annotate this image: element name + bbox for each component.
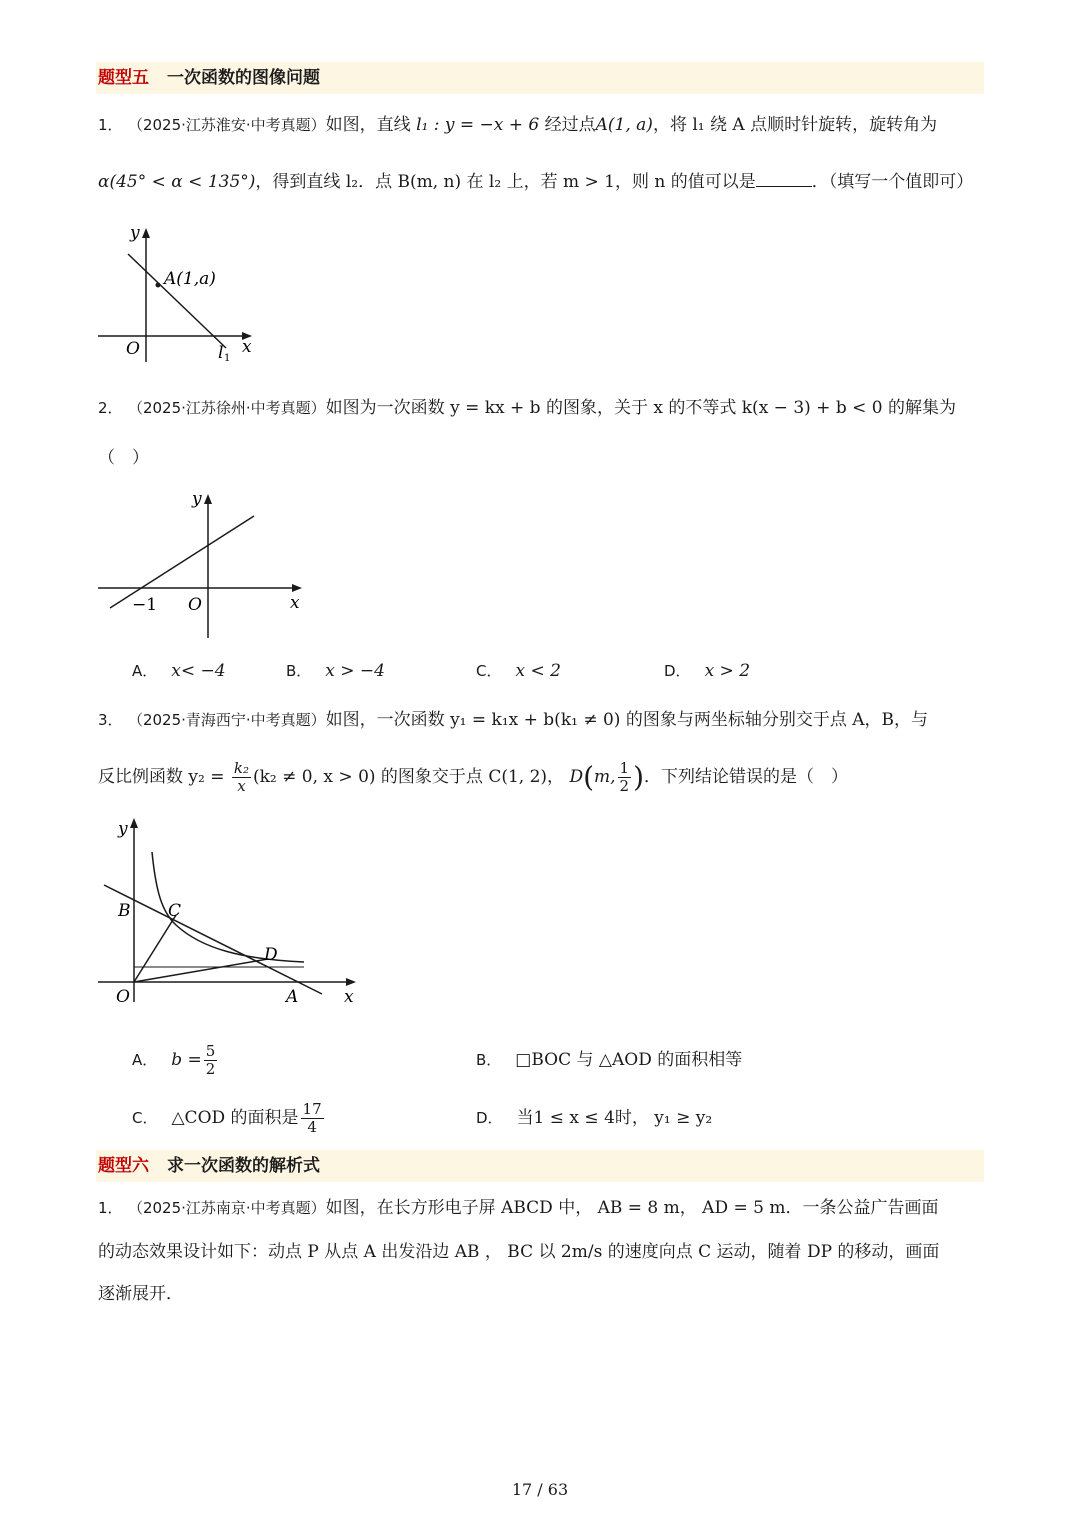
option-text: b = xyxy=(171,1050,202,1070)
point-a-label: A(1,a) xyxy=(164,269,216,289)
y-axis-arrow xyxy=(130,818,138,828)
point-a xyxy=(156,283,161,288)
q3-text2e: ．下列结论错误的是（ ） xyxy=(644,767,849,787)
x-axis-arrow xyxy=(346,978,356,986)
q1-text-end: ，将 l₁ 绕 A 点顺时针旋转，旋转角为 xyxy=(652,115,938,135)
denominator: 4 xyxy=(307,1118,317,1136)
q4-text: 如图，在长方形电子屏 ABCD 中， AB = 8 m， AD = 5 m．一条公益广告画面 xyxy=(325,1198,939,1218)
q2-option-a[interactable] xyxy=(132,659,226,683)
q2-line1 xyxy=(98,396,956,420)
question-number: 1． xyxy=(98,116,123,134)
q3-option-d[interactable] xyxy=(476,1106,712,1130)
segment-od xyxy=(134,959,268,982)
option-label: A． xyxy=(132,1051,158,1069)
numerator: 1 xyxy=(619,759,630,777)
q1-figure xyxy=(92,222,262,367)
q2-option-d[interactable] xyxy=(664,659,750,683)
section-heading-5 xyxy=(96,62,984,94)
q2-line2 xyxy=(98,446,149,470)
line-l1-label: l xyxy=(218,343,224,363)
q3-text2b: (k₂ ≠ 0, x > 0) 的图象交于点 C(1, 2)， xyxy=(253,767,565,787)
q1-line2 xyxy=(98,170,973,194)
section-heading-6 xyxy=(96,1150,984,1182)
y-label: y xyxy=(130,223,140,243)
q1-alpha: α(45° < α < 135°) xyxy=(98,172,256,192)
question-source: （2025·江苏徐州·中考真题） xyxy=(127,399,326,417)
numerator: 17 xyxy=(302,1100,322,1118)
question-source: （2025·江苏淮安·中考真题） xyxy=(127,116,326,134)
denominator: 2 xyxy=(619,777,630,795)
option-text: x > −4 xyxy=(325,661,385,681)
q4-line3 xyxy=(98,1282,183,1306)
q3-option-c[interactable] xyxy=(132,1096,326,1140)
q4-text2: 的动态效果设计如下：动点 P 从点 A 出发沿边 AB ， BC 以 2m/s 的速度向点 C 运动，随着 DP 的移动，画面 xyxy=(98,1242,940,1262)
tick-neg1-label: −1 xyxy=(132,595,158,615)
question-source: （2025·江苏南京·中考真题） xyxy=(127,1199,326,1217)
option-text: x > 2 xyxy=(704,661,751,681)
y-axis-arrow xyxy=(142,228,150,238)
fraction-17-over-4 xyxy=(301,1101,324,1136)
x-label: x xyxy=(344,987,354,1007)
q3-point-d: D xyxy=(569,767,584,787)
q2-option-b[interactable] xyxy=(286,659,385,683)
option-text: x< −4 xyxy=(171,661,226,681)
q2-figure xyxy=(92,488,312,643)
q3-option-b[interactable] xyxy=(476,1048,742,1072)
q4-line2 xyxy=(98,1240,939,1264)
question-source: （2025·青海西宁·中考真题） xyxy=(127,711,326,729)
q1-text2: ，得到直线 l₂．点 B(m, n) 在 l₂ 上，若 m > 1，则 n 的值可以是 xyxy=(255,172,756,192)
fraction-k2-over-x xyxy=(232,760,251,795)
answer-blank[interactable] xyxy=(756,170,812,187)
denominator: x xyxy=(237,777,246,795)
y-label: y xyxy=(118,819,128,839)
option-text: □BOC 与 △AOD 的面积相等 xyxy=(515,1050,743,1070)
q1-line1 xyxy=(98,113,937,137)
y-axis-arrow xyxy=(204,494,212,504)
page-number: 17 / 63 xyxy=(511,1480,569,1499)
origin-label: O xyxy=(116,987,130,1007)
q3-figure xyxy=(92,812,372,1027)
option-text: △COD 的面积是 xyxy=(171,1108,299,1128)
option-label: A． xyxy=(132,662,158,680)
q3-line2: 反比例函数 y₂ = $\frac{\text{k₂}}{x}$ (k₂ ≠ 0, x > 0) 的图象交于点 C(1, 2)， D(m, $\frac{1}{2}$ )．下列结论错误的是（ ） xyxy=(98,759,849,795)
q1-text2-end: ．（填写一个值即可） xyxy=(811,172,974,192)
q3-point-d-x: m, xyxy=(594,767,616,787)
option-label: B． xyxy=(476,1051,502,1069)
question-number: 2． xyxy=(98,399,123,417)
q2-paren: （ ） xyxy=(98,448,149,468)
q4-text3: 逐渐展开． xyxy=(98,1284,183,1304)
line-l1-sub: 1 xyxy=(224,353,231,364)
x-axis-arrow xyxy=(292,584,302,592)
point-c-label: C xyxy=(168,901,182,921)
x-label: x xyxy=(242,337,252,357)
option-label: C． xyxy=(132,1109,158,1127)
section-title: 求一次函数的解析式 xyxy=(167,1156,320,1176)
option-label: D． xyxy=(476,1109,503,1127)
section-title: 一次函数的图像问题 xyxy=(167,68,320,88)
segment-oc xyxy=(134,915,176,982)
question-number: 3． xyxy=(98,711,123,729)
q3-option-a[interactable] xyxy=(132,1038,219,1082)
numerator: k₂ xyxy=(233,759,249,777)
point-d-label: D xyxy=(264,945,278,965)
option-label: C． xyxy=(476,662,502,680)
option-text: 当1 ≤ x ≤ 4时， y₁ ≥ y₂ xyxy=(516,1108,713,1128)
point-a-label: A xyxy=(286,987,299,1007)
q1-text: 如图，直线 xyxy=(325,115,411,135)
y-label: y xyxy=(192,489,202,509)
fraction-five-halves xyxy=(204,1043,218,1078)
q2-text: 如图为一次函数 y = kx + b 的图象，关于 x 的不等式 k(x − 3) + b < 0 的解集为 xyxy=(325,398,956,418)
q4-line1 xyxy=(98,1196,938,1220)
q1-point: A(1, a) xyxy=(595,115,653,135)
x-label: x xyxy=(290,593,300,613)
q3-text: 如图，一次函数 y₁ = k₁x + b(k₁ ≠ 0) 的图象与两坐标轴分别交于点 A，B，与 xyxy=(325,710,929,730)
question-number: 1． xyxy=(98,1199,123,1217)
q1-text-mid: 经过点 xyxy=(544,115,596,135)
q3-line1 xyxy=(98,708,928,732)
section-tag: 题型五 xyxy=(98,68,149,88)
q3-text2a: 反比例函数 y₂ = xyxy=(98,767,225,787)
numerator: 5 xyxy=(205,1042,216,1060)
section-tag: 题型六 xyxy=(98,1156,149,1176)
q2-option-c[interactable] xyxy=(476,659,561,683)
origin-label: O xyxy=(188,595,202,615)
option-label: B． xyxy=(286,662,312,680)
q1-expr: l₁ : y = −x + 6 xyxy=(416,115,540,135)
origin-label: O xyxy=(126,339,140,359)
denominator: 2 xyxy=(205,1060,216,1078)
point-b-label: B xyxy=(118,901,131,921)
fraction-half xyxy=(618,760,632,795)
option-text: x < 2 xyxy=(515,661,561,681)
option-label: D． xyxy=(664,662,691,680)
